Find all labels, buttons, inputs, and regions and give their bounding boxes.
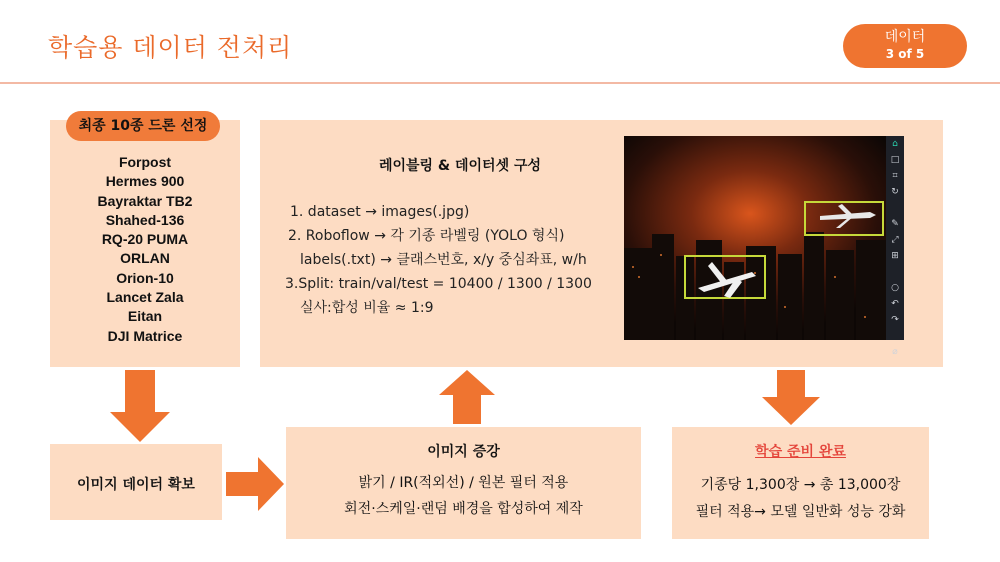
- arrow-down-left: [110, 370, 170, 442]
- drone-item: Orion-10: [116, 269, 174, 286]
- drone-item: Bayraktar TB2: [97, 192, 193, 209]
- circle-icon[interactable]: ○: [891, 283, 899, 293]
- drone-item: Forpost: [118, 154, 172, 170]
- augment-line: 밝기 / IR(적외선) / 원본 필터 적용: [358, 475, 569, 491]
- expand-icon[interactable]: ⤢: [891, 235, 899, 245]
- drone-item: Hermes 900: [105, 173, 185, 190]
- drone-item: Lancet Zala: [106, 289, 184, 306]
- labeling-step: labels(.txt) → 클래스번호, x/y 중심좌표, w/h: [300, 252, 587, 268]
- grid-icon[interactable]: ⊞: [891, 251, 899, 261]
- crop-icon[interactable]: ⌗: [892, 171, 898, 181]
- section-label: 데이터: [884, 29, 926, 45]
- labeling-step: 실사:합성 비율 ≈ 1:9: [300, 300, 434, 316]
- page-counter: 3 of 5: [885, 47, 925, 61]
- home-icon[interactable]: ⌂: [892, 139, 898, 149]
- arrow-down-right: [762, 370, 820, 425]
- acquire-label: 이미지 데이터 확보: [77, 477, 195, 493]
- drone-item: Shahed-136: [105, 211, 185, 228]
- drone-selection-tag: 최종 10종 드론 선정: [66, 111, 220, 141]
- drone-item: RQ-20 PUMA: [101, 231, 189, 248]
- undo-icon[interactable]: ↶: [891, 299, 899, 309]
- page-title: 학습용 데이터 전처리: [48, 33, 293, 62]
- ready-line: 기종당 1,300장 → 총 13,000장: [700, 477, 901, 493]
- drone-item: DJI Matrice: [107, 327, 183, 344]
- augment-lines: [286, 470, 641, 522]
- ready-title: 학습 준비 완료: [755, 444, 846, 460]
- augment-line: 회전·스케일·랜덤 배경을 합성하여 제작: [344, 501, 583, 517]
- brush-icon[interactable]: ✎: [891, 219, 899, 229]
- drone-item: ORLAN: [120, 250, 170, 267]
- labeling-step: 1. dataset → images(.jpg): [290, 204, 470, 220]
- clear-icon[interactable]: ⌀: [892, 347, 898, 357]
- labeling-title: 레이블링 & 데이터셋 구성: [378, 158, 542, 174]
- augment-title: 이미지 증강: [427, 444, 500, 460]
- drone-item: Eitan: [127, 308, 163, 325]
- arrow-right: [226, 457, 284, 511]
- ready-lines: [672, 472, 929, 526]
- rotate-icon[interactable]: ↻: [891, 187, 899, 197]
- arrow-up: [439, 370, 495, 424]
- ready-line: 필터 적용→ 모델 일반화 성능 강화: [695, 504, 906, 520]
- redo-icon[interactable]: ↷: [891, 315, 899, 325]
- labeling-step: 2. Roboflow → 각 기종 라벨링 (YOLO 형식): [288, 228, 565, 244]
- labeling-step: 3.Split: train/val/test = 10400 / 1300 / 1300: [285, 276, 592, 292]
- square-icon[interactable]: □: [890, 155, 900, 165]
